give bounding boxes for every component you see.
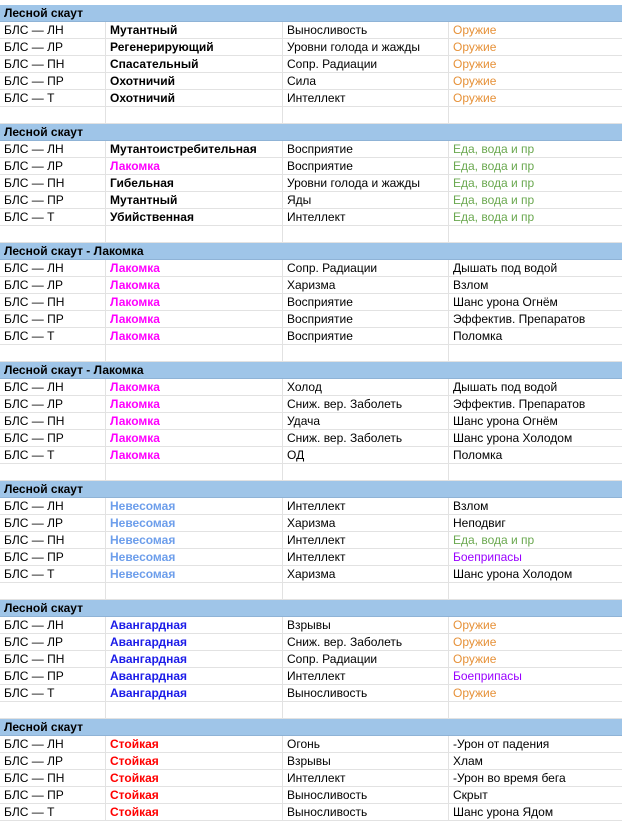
table-row[interactable] — [0, 277, 622, 294]
modifier-cell[interactable]: Лакомка — [106, 311, 283, 327]
category-cell[interactable]: Скрыт — [453, 788, 488, 802]
table-row[interactable] — [0, 56, 622, 73]
code-cell[interactable]: БЛС — ЛН — [0, 260, 106, 276]
code-cell[interactable]: БЛС — ПР — [0, 192, 106, 208]
empty-cell[interactable] — [283, 226, 449, 242]
section-title[interactable]: Лесной скаут - Лакомка — [4, 363, 144, 377]
stat-cell[interactable]: Восприятие — [283, 311, 449, 327]
table-row[interactable] — [0, 753, 622, 770]
modifier-cell[interactable]: Стойкая — [106, 770, 283, 786]
modifier-cell[interactable]: Невесомая — [106, 566, 283, 582]
table-row[interactable] — [0, 90, 622, 107]
empty-cell[interactable] — [106, 583, 283, 599]
stat-cell[interactable]: ОД — [283, 447, 449, 463]
code-cell[interactable]: БЛС — ПР — [0, 787, 106, 803]
section-header[interactable] — [0, 243, 622, 260]
empty-cell[interactable] — [0, 345, 106, 361]
code-cell[interactable]: БЛС — ПР — [0, 668, 106, 684]
code-cell[interactable]: БЛС — ПР — [0, 430, 106, 446]
code-cell[interactable]: БЛС — ПР — [0, 73, 106, 89]
empty-cell[interactable] — [106, 107, 283, 123]
table-row[interactable] — [0, 549, 622, 566]
table-row[interactable] — [0, 22, 622, 39]
stat-cell[interactable]: Сниж. вер. Заболеть — [283, 634, 449, 650]
empty-cell[interactable] — [449, 702, 622, 718]
stat-cell[interactable]: Сопр. Радиации — [283, 56, 449, 72]
empty-cell[interactable] — [283, 464, 449, 480]
code-cell[interactable]: БЛС — ЛР — [0, 396, 106, 412]
code-cell[interactable]: БЛС — ЛН — [0, 22, 106, 38]
category-cell[interactable]: Оружие — [453, 40, 497, 54]
modifier-cell[interactable]: Лакомка — [106, 447, 283, 463]
category-cell[interactable]: Оружие — [453, 686, 497, 700]
stat-cell[interactable]: Харизма — [283, 566, 449, 582]
modifier-cell[interactable]: Охотничий — [106, 73, 283, 89]
stat-cell[interactable]: Огонь — [283, 736, 449, 752]
section-title[interactable]: Лесной скаут — [4, 125, 83, 139]
empty-cell[interactable] — [283, 583, 449, 599]
category-cell[interactable]: -Урон во время бега — [453, 771, 566, 785]
stat-cell[interactable]: Харизма — [283, 277, 449, 293]
section-header[interactable] — [0, 362, 622, 379]
category-cell[interactable]: Дышать под водой — [453, 261, 558, 275]
category-cell[interactable]: Поломка — [453, 329, 503, 343]
code-cell[interactable]: БЛС — ЛН — [0, 141, 106, 157]
modifier-cell[interactable]: Авангардная — [106, 634, 283, 650]
empty-cell[interactable] — [449, 345, 622, 361]
empty-cell[interactable] — [449, 226, 622, 242]
empty-row[interactable] — [0, 226, 622, 243]
code-cell[interactable]: БЛС — ПР — [0, 549, 106, 565]
table-row[interactable] — [0, 260, 622, 277]
code-cell[interactable]: БЛС — ПН — [0, 56, 106, 72]
stat-cell[interactable]: Сниж. вер. Заболеть — [283, 430, 449, 446]
category-cell[interactable]: Поломка — [453, 448, 503, 462]
category-cell[interactable]: Оружие — [453, 618, 497, 632]
modifier-cell[interactable]: Авангардная — [106, 685, 283, 701]
stat-cell[interactable]: Восприятие — [283, 294, 449, 310]
stat-cell[interactable]: Выносливость — [283, 685, 449, 701]
table-row[interactable] — [0, 804, 622, 821]
category-cell[interactable]: Дышать под водой — [453, 380, 558, 394]
table-row[interactable] — [0, 328, 622, 345]
stat-cell[interactable]: Сопр. Радиации — [283, 651, 449, 667]
stat-cell[interactable]: Взрывы — [283, 753, 449, 769]
modifier-cell[interactable]: Стойкая — [106, 736, 283, 752]
stat-cell[interactable]: Харизма — [283, 515, 449, 531]
empty-cell[interactable] — [0, 107, 106, 123]
code-cell[interactable]: БЛС — Т — [0, 566, 106, 582]
modifier-cell[interactable]: Лакомка — [106, 294, 283, 310]
empty-cell[interactable] — [283, 345, 449, 361]
table-row[interactable] — [0, 311, 622, 328]
empty-row[interactable] — [0, 583, 622, 600]
stat-cell[interactable]: Восприятие — [283, 328, 449, 344]
stat-cell[interactable]: Яды — [283, 192, 449, 208]
modifier-cell[interactable]: Лакомка — [106, 379, 283, 395]
stat-cell[interactable]: Интеллект — [283, 668, 449, 684]
modifier-cell[interactable]: Стойкая — [106, 787, 283, 803]
code-cell[interactable]: БЛС — Т — [0, 209, 106, 225]
empty-cell[interactable] — [106, 226, 283, 242]
empty-cell[interactable] — [106, 464, 283, 480]
code-cell[interactable]: БЛС — ПН — [0, 413, 106, 429]
code-cell[interactable]: БЛС — ЛН — [0, 379, 106, 395]
code-cell[interactable]: БЛС — ПН — [0, 175, 106, 191]
table-row[interactable] — [0, 447, 622, 464]
section-title[interactable]: Лесной скаут — [4, 6, 83, 20]
stat-cell[interactable]: Выносливость — [283, 787, 449, 803]
category-cell[interactable]: -Урон от падения — [453, 737, 550, 751]
section-header[interactable] — [0, 719, 622, 736]
stat-cell[interactable]: Уровни голода и жажды — [283, 175, 449, 191]
table-row[interactable] — [0, 617, 622, 634]
code-cell[interactable]: БЛС — ПН — [0, 532, 106, 548]
table-row[interactable] — [0, 209, 622, 226]
category-cell[interactable]: Еда, вода и пр — [453, 159, 535, 173]
category-cell[interactable]: Шанс урона Ядом — [453, 805, 554, 819]
table-row[interactable] — [0, 498, 622, 515]
empty-cell[interactable] — [0, 583, 106, 599]
section-title[interactable]: Лесной скаут — [4, 720, 83, 734]
section-header[interactable] — [0, 481, 622, 498]
empty-cell[interactable] — [106, 702, 283, 718]
modifier-cell[interactable]: Авангардная — [106, 668, 283, 684]
stat-cell[interactable]: Выносливость — [283, 804, 449, 820]
category-cell[interactable]: Хлам — [453, 754, 483, 768]
empty-cell[interactable] — [449, 583, 622, 599]
code-cell[interactable]: БЛС — ЛН — [0, 617, 106, 633]
stat-cell[interactable]: Интеллект — [283, 209, 449, 225]
empty-cell[interactable] — [0, 702, 106, 718]
code-cell[interactable]: БЛС — ПН — [0, 294, 106, 310]
modifier-cell[interactable]: Лакомка — [106, 413, 283, 429]
category-cell[interactable]: Боеприпасы — [453, 669, 522, 683]
category-cell[interactable]: Шанс урона Огнём — [453, 295, 558, 309]
modifier-cell[interactable]: Спасательный — [106, 56, 283, 72]
modifier-cell[interactable]: Мутантный — [106, 22, 283, 38]
category-cell[interactable]: Еда, вода и пр — [453, 176, 535, 190]
stat-cell[interactable]: Интеллект — [283, 532, 449, 548]
category-cell[interactable]: Оружие — [453, 635, 497, 649]
table-row[interactable] — [0, 566, 622, 583]
table-row[interactable] — [0, 413, 622, 430]
modifier-cell[interactable]: Стойкая — [106, 753, 283, 769]
modifier-cell[interactable]: Невесомая — [106, 498, 283, 514]
modifier-cell[interactable]: Авангардная — [106, 651, 283, 667]
empty-row[interactable] — [0, 464, 622, 481]
code-cell[interactable]: БЛС — Т — [0, 804, 106, 820]
empty-row[interactable] — [0, 345, 622, 362]
table-row[interactable] — [0, 685, 622, 702]
section-title[interactable]: Лесной скаут — [4, 482, 83, 496]
category-cell[interactable]: Шанс урона Холодом — [453, 431, 573, 445]
table-row[interactable] — [0, 192, 622, 209]
modifier-cell[interactable]: Мутантоистребительная — [106, 141, 283, 157]
category-cell[interactable]: Оружие — [453, 57, 497, 71]
stat-cell[interactable]: Интеллект — [283, 498, 449, 514]
stat-cell[interactable]: Восприятие — [283, 141, 449, 157]
stat-cell[interactable]: Интеллект — [283, 770, 449, 786]
code-cell[interactable]: БЛС — ЛР — [0, 753, 106, 769]
modifier-cell[interactable]: Лакомка — [106, 328, 283, 344]
section-title[interactable]: Лесной скаут — [4, 601, 83, 615]
modifier-cell[interactable]: Лакомка — [106, 430, 283, 446]
category-cell[interactable]: Оружие — [453, 23, 497, 37]
category-cell[interactable]: Неподвиг — [453, 516, 506, 530]
code-cell[interactable]: БЛС — ПН — [0, 770, 106, 786]
category-cell[interactable]: Еда, вода и пр — [453, 533, 535, 547]
modifier-cell[interactable]: Невесомая — [106, 532, 283, 548]
table-row[interactable] — [0, 396, 622, 413]
code-cell[interactable]: БЛС — ПН — [0, 651, 106, 667]
empty-cell[interactable] — [283, 107, 449, 123]
table-row[interactable] — [0, 158, 622, 175]
stat-cell[interactable]: Взрывы — [283, 617, 449, 633]
table-row[interactable] — [0, 532, 622, 549]
modifier-cell[interactable]: Охотничий — [106, 90, 283, 106]
modifier-cell[interactable]: Лакомка — [106, 277, 283, 293]
table-row[interactable] — [0, 770, 622, 787]
category-cell[interactable]: Оружие — [453, 652, 497, 666]
table-row[interactable] — [0, 668, 622, 685]
modifier-cell[interactable]: Стойкая — [106, 804, 283, 820]
empty-cell[interactable] — [0, 226, 106, 242]
table-row[interactable] — [0, 736, 622, 753]
section-header[interactable] — [0, 5, 622, 22]
code-cell[interactable]: БЛС — ЛР — [0, 515, 106, 531]
code-cell[interactable]: БЛС — ЛР — [0, 277, 106, 293]
category-cell[interactable]: Еда, вода и пр — [453, 142, 535, 156]
code-cell[interactable]: БЛС — Т — [0, 685, 106, 701]
category-cell[interactable]: Оружие — [453, 91, 497, 105]
stat-cell[interactable]: Сила — [283, 73, 449, 89]
modifier-cell[interactable]: Невесомая — [106, 515, 283, 531]
code-cell[interactable]: БЛС — Т — [0, 90, 106, 106]
empty-cell[interactable] — [449, 107, 622, 123]
modifier-cell[interactable]: Лакомка — [106, 396, 283, 412]
empty-cell[interactable] — [106, 345, 283, 361]
code-cell[interactable]: БЛС — ЛН — [0, 498, 106, 514]
stat-cell[interactable]: Восприятие — [283, 158, 449, 174]
modifier-cell[interactable]: Гибельная — [106, 175, 283, 191]
modifier-cell[interactable]: Регенерирующий — [106, 39, 283, 55]
empty-cell[interactable] — [283, 702, 449, 718]
table-row[interactable] — [0, 39, 622, 56]
section-header[interactable] — [0, 124, 622, 141]
section-title[interactable]: Лесной скаут - Лакомка — [4, 244, 144, 258]
empty-row[interactable] — [0, 107, 622, 124]
table-row[interactable] — [0, 634, 622, 651]
table-row[interactable] — [0, 651, 622, 668]
table-row[interactable] — [0, 73, 622, 90]
stat-cell[interactable]: Удача — [283, 413, 449, 429]
code-cell[interactable]: БЛС — ПР — [0, 311, 106, 327]
table-row[interactable] — [0, 430, 622, 447]
category-cell[interactable]: Эффектив. Препаратов — [453, 312, 586, 326]
stat-cell[interactable]: Сниж. вер. Заболеть — [283, 396, 449, 412]
code-cell[interactable]: БЛС — ЛР — [0, 39, 106, 55]
code-cell[interactable]: БЛС — Т — [0, 447, 106, 463]
modifier-cell[interactable]: Убийственная — [106, 209, 283, 225]
modifier-cell[interactable]: Лакомка — [106, 260, 283, 276]
table-row[interactable] — [0, 294, 622, 311]
code-cell[interactable]: БЛС — ЛН — [0, 736, 106, 752]
modifier-cell[interactable]: Мутантный — [106, 192, 283, 208]
table-row[interactable] — [0, 141, 622, 158]
code-cell[interactable]: БЛС — ЛР — [0, 634, 106, 650]
modifier-cell[interactable]: Лакомка — [106, 158, 283, 174]
category-cell[interactable]: Оружие — [453, 74, 497, 88]
stat-cell[interactable]: Холод — [283, 379, 449, 395]
stat-cell[interactable]: Интеллект — [283, 90, 449, 106]
section-header[interactable] — [0, 600, 622, 617]
code-cell[interactable]: БЛС — Т — [0, 328, 106, 344]
category-cell[interactable]: Шанс урона Холодом — [453, 567, 573, 581]
stat-cell[interactable]: Интеллект — [283, 549, 449, 565]
category-cell[interactable]: Боеприпасы — [453, 550, 522, 564]
category-cell[interactable]: Взлом — [453, 499, 489, 513]
table-row[interactable] — [0, 175, 622, 192]
empty-row[interactable] — [0, 702, 622, 719]
category-cell[interactable]: Еда, вода и пр — [453, 210, 535, 224]
empty-cell[interactable] — [449, 464, 622, 480]
table-row[interactable] — [0, 787, 622, 804]
category-cell[interactable]: Взлом — [453, 278, 489, 292]
code-cell[interactable]: БЛС — ЛР — [0, 158, 106, 174]
modifier-cell[interactable]: Невесомая — [106, 549, 283, 565]
stat-cell[interactable]: Уровни голода и жажды — [283, 39, 449, 55]
table-row[interactable] — [0, 379, 622, 396]
table-row[interactable] — [0, 515, 622, 532]
stat-cell[interactable]: Выносливость — [283, 22, 449, 38]
stat-cell[interactable]: Сопр. Радиации — [283, 260, 449, 276]
empty-cell[interactable] — [0, 464, 106, 480]
category-cell[interactable]: Шанс урона Огнём — [453, 414, 558, 428]
category-cell[interactable]: Эффектив. Препаратов — [453, 397, 586, 411]
modifier-cell[interactable]: Авангардная — [106, 617, 283, 633]
category-cell[interactable]: Еда, вода и пр — [453, 193, 535, 207]
